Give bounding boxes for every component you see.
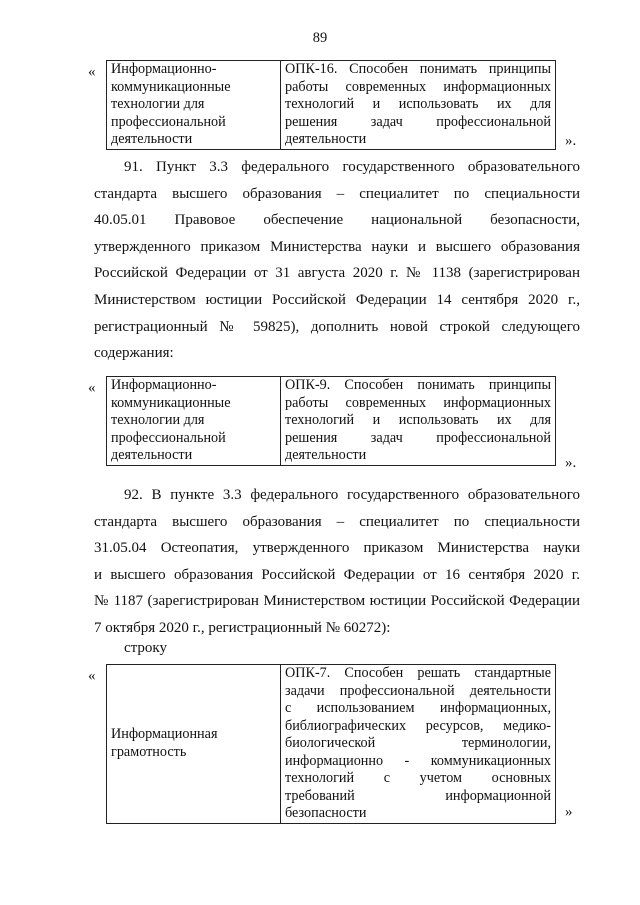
cell-line: деятельности bbox=[285, 447, 367, 463]
cell-line: безопасности bbox=[285, 805, 367, 821]
text-line: Российской Федерации от 31 августа 2020 г. № 1138 (зарегистрирован bbox=[94, 265, 580, 282]
table-row bbox=[107, 665, 556, 824]
text-line: 7 октября 2020 г., регистрационный № 60272): bbox=[94, 619, 391, 636]
text-line: регистрационный № 59825), дополнить новой строкой следующего bbox=[94, 318, 580, 335]
cell-line: коммуникационные bbox=[111, 78, 231, 95]
cell-line: технологий и использовать их для bbox=[285, 96, 551, 112]
table-cell-competency-group bbox=[107, 61, 281, 150]
cell-line: ОПК-9. Способен понимать принципы bbox=[285, 377, 551, 393]
cell-line: деятельности bbox=[285, 131, 367, 147]
text-line: 91. Пункт 3.3 федерального государственного образовательного bbox=[124, 159, 580, 175]
closing-quote: ». bbox=[565, 133, 577, 149]
competency-table-1 bbox=[106, 60, 556, 150]
closing-quote: ». bbox=[565, 455, 577, 471]
opening-quote: « bbox=[88, 668, 96, 684]
table-row bbox=[107, 377, 556, 466]
cell-line: решения задач профессиональной bbox=[285, 429, 551, 446]
cell-line: Информационная bbox=[111, 726, 218, 743]
table-cell-competency-group bbox=[107, 665, 281, 824]
cell-line: технологий с учетом основных bbox=[285, 770, 551, 786]
cell-line: ОПК-7. Способен решать стандартные bbox=[285, 665, 551, 681]
text-line: 31.05.04 Остеопатия, утвержденного приказом Министерства науки bbox=[94, 540, 580, 557]
cell-line: деятельности bbox=[111, 131, 193, 147]
cell-line: библиографических ресурсов, медико- bbox=[285, 717, 551, 734]
text-line: и высшего образования Российской Федерации от 16 сентября 2020 г. bbox=[94, 566, 580, 583]
cell-line: Информационно- bbox=[111, 61, 217, 77]
cell-line: с использованием информационных, bbox=[285, 700, 551, 716]
table-cell-competency bbox=[281, 61, 556, 150]
cell-line: деятельности bbox=[111, 447, 193, 463]
text-line: содержания: bbox=[94, 345, 174, 362]
cell-line: профессиональной bbox=[111, 113, 226, 130]
cell-line: ОПК-16. Способен понимать принципы bbox=[285, 61, 551, 77]
text-line: утвержденного приказом Министерства науки и высшего образования bbox=[94, 238, 580, 255]
competency-table-2 bbox=[106, 376, 556, 466]
text-line: стандарта высшего образования – специалитет по специальности bbox=[94, 185, 580, 202]
table-cell-competency-group bbox=[107, 377, 281, 466]
text-line: 40.05.01 Правовое обеспечение национальной безопасности, bbox=[94, 212, 580, 229]
closing-quote: » bbox=[565, 804, 573, 820]
cell-line: Информационно- bbox=[111, 377, 217, 393]
cell-line: информационно - коммуникационных bbox=[285, 752, 551, 769]
paragraph-92 bbox=[94, 482, 580, 642]
text-line: № 1187 (зарегистрирован Министерством юстиции Российской Федерации bbox=[94, 593, 580, 610]
cell-line: работы современных информационных bbox=[285, 394, 551, 411]
cell-line: грамотность bbox=[111, 743, 187, 760]
cell-line: технологии для bbox=[111, 96, 205, 112]
cell-line: решения задач профессиональной bbox=[285, 113, 551, 130]
cell-line: технологий и использовать их для bbox=[285, 412, 551, 428]
cell-line: требований информационной bbox=[285, 787, 551, 804]
table-row bbox=[107, 61, 556, 150]
table-cell-competency bbox=[281, 665, 556, 824]
paragraph-91 bbox=[94, 154, 580, 367]
opening-quote: « bbox=[88, 64, 96, 80]
competency-table-3 bbox=[106, 664, 556, 824]
text-line: 92. В пункте 3.3 федерального государственного образовательного bbox=[124, 487, 580, 503]
cell-line: работы современных информационных bbox=[285, 78, 551, 95]
word-stroku: строку bbox=[124, 640, 167, 656]
cell-line: технологии для bbox=[111, 412, 205, 428]
cell-line: биологической терминологии, bbox=[285, 735, 551, 751]
text-line: стандарта высшего образования – специалитет по специальности bbox=[94, 513, 580, 530]
cell-line: коммуникационные bbox=[111, 394, 231, 411]
table-cell-competency bbox=[281, 377, 556, 466]
text-line: Министерством юстиции Российской Федерации 14 сентября 2020 г., bbox=[94, 291, 580, 308]
cell-line: профессиональной bbox=[111, 429, 226, 446]
cell-line: задачи профессиональной деятельности bbox=[285, 682, 551, 699]
page-number: 89 bbox=[312, 30, 328, 46]
opening-quote: « bbox=[88, 380, 96, 396]
